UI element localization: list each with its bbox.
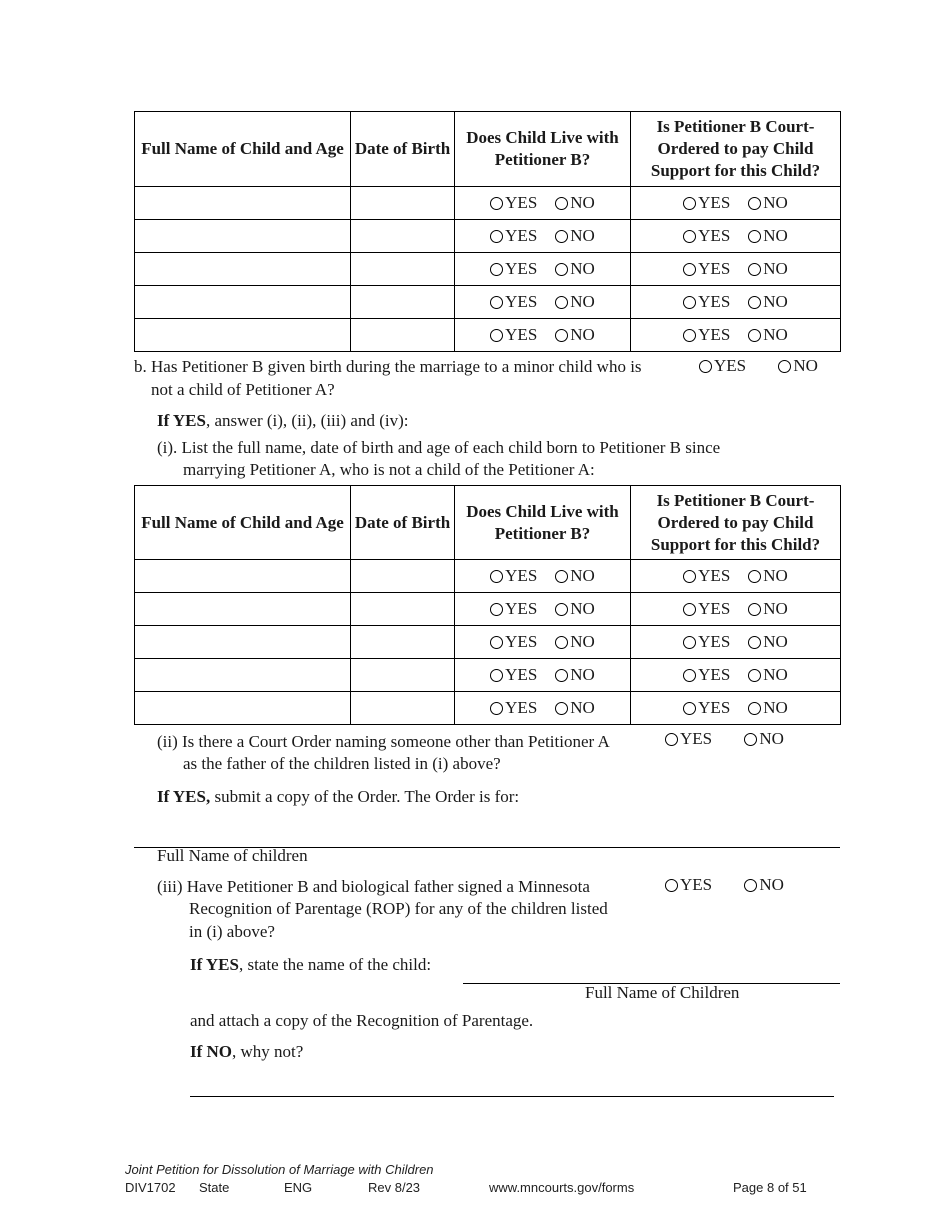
lives-with-yes-option[interactable]: YES xyxy=(490,665,537,685)
radio-icon[interactable] xyxy=(665,733,678,746)
radio-icon[interactable] xyxy=(555,636,568,649)
support-yes-option[interactable]: YES xyxy=(683,698,730,718)
support-no-option[interactable]: NO xyxy=(748,665,788,685)
support-yes-option[interactable]: YES xyxy=(683,566,730,586)
col-header-name: Full Name of Child and Age xyxy=(135,112,351,187)
radio-icon[interactable] xyxy=(683,329,696,342)
attach-rop-text: and attach a copy of the Recognition of Parentage. xyxy=(190,1011,534,1030)
lives-with-no-option[interactable]: NO xyxy=(555,226,595,246)
radio-icon[interactable] xyxy=(490,230,503,243)
lives-with-cell xyxy=(455,593,631,626)
lives-with-cell xyxy=(455,659,631,692)
lives-with-no-option[interactable]: NO xyxy=(555,325,595,345)
radio-icon[interactable] xyxy=(555,669,568,682)
item-ii-no-option[interactable]: NO xyxy=(744,729,784,749)
child-name-cell[interactable] xyxy=(135,659,351,692)
radio-icon[interactable] xyxy=(490,702,503,715)
support-no-option[interactable]: NO xyxy=(748,193,788,213)
radio-icon[interactable] xyxy=(555,603,568,616)
radio-icon[interactable] xyxy=(555,230,568,243)
radio-icon[interactable] xyxy=(490,329,503,342)
radio-icon[interactable] xyxy=(748,197,761,210)
item-ii-answer xyxy=(665,729,784,751)
table-row xyxy=(135,286,841,319)
support-yes-option[interactable]: YES xyxy=(683,259,730,279)
support-cell xyxy=(631,626,841,659)
radio-icon[interactable] xyxy=(778,360,791,373)
lives-with-cell xyxy=(455,319,631,352)
support-yes-option[interactable]: YES xyxy=(683,599,730,619)
question-b-answer xyxy=(699,356,818,378)
item-iii-line3: in (i) above? xyxy=(189,922,275,941)
item-i-line2: marrying Petitioner A, who is not a child of the Petitioner A: xyxy=(183,460,595,479)
support-cell xyxy=(631,253,841,286)
date-of-birth-cell[interactable] xyxy=(351,319,455,352)
support-no-option[interactable]: NO xyxy=(748,259,788,279)
radio-icon[interactable] xyxy=(490,636,503,649)
table-row xyxy=(135,187,841,220)
radio-icon[interactable] xyxy=(683,636,696,649)
radio-icon[interactable] xyxy=(748,230,761,243)
radio-icon[interactable] xyxy=(683,197,696,210)
children-table-1 xyxy=(134,111,841,352)
child-name-cell[interactable] xyxy=(135,692,351,725)
lives-with-cell xyxy=(455,253,631,286)
children-table-2 xyxy=(134,485,841,725)
radio-icon[interactable] xyxy=(748,702,761,715)
date-of-birth-cell[interactable] xyxy=(351,187,455,220)
radio-icon[interactable] xyxy=(683,296,696,309)
footer-lang: ENG xyxy=(284,1180,313,1195)
radio-icon[interactable] xyxy=(490,263,503,276)
radio-icon[interactable] xyxy=(683,230,696,243)
radio-icon[interactable] xyxy=(748,669,761,682)
lives-with-no-option[interactable]: NO xyxy=(555,665,595,685)
radio-icon[interactable] xyxy=(699,360,712,373)
child-name-cell[interactable] xyxy=(135,187,351,220)
footer-rev: Rev 8/23 xyxy=(368,1180,421,1195)
child-name-cell[interactable] xyxy=(135,319,351,352)
radio-icon[interactable] xyxy=(555,263,568,276)
support-cell xyxy=(631,560,841,593)
radio-icon[interactable] xyxy=(490,197,503,210)
col-header-support: Is Petitioner B Court-Ordered to pay Child Support for this Child? xyxy=(631,112,841,187)
radio-icon[interactable] xyxy=(555,702,568,715)
radio-icon[interactable] xyxy=(748,329,761,342)
date-of-birth-cell[interactable] xyxy=(351,626,455,659)
lives-with-yes-option[interactable]: YES xyxy=(490,193,537,213)
item-iii-line2: Recognition of Parentage (ROP) for any of the children listed xyxy=(189,899,608,918)
radio-icon[interactable] xyxy=(744,879,757,892)
lives-with-no-option[interactable]: NO xyxy=(555,259,595,279)
date-of-birth-cell[interactable] xyxy=(351,286,455,319)
radio-icon[interactable] xyxy=(748,296,761,309)
lives-with-cell xyxy=(455,286,631,319)
item-iii-answer xyxy=(665,875,784,897)
lives-with-yes-option[interactable]: YES xyxy=(490,325,537,345)
item-iii-if-no: If NO, why not? xyxy=(190,1042,304,1061)
support-yes-option[interactable]: YES xyxy=(683,226,730,246)
child-name-cell[interactable] xyxy=(135,286,351,319)
lives-with-yes-option[interactable]: YES xyxy=(490,566,537,586)
support-cell xyxy=(631,187,841,220)
col-header-dob: Date of Birth xyxy=(351,486,455,560)
radio-icon[interactable] xyxy=(748,603,761,616)
support-cell xyxy=(631,659,841,692)
radio-icon[interactable] xyxy=(683,702,696,715)
why-not-field[interactable] xyxy=(190,1096,834,1097)
footer-page: Page 8 of 51 xyxy=(733,1180,807,1195)
date-of-birth-cell[interactable] xyxy=(351,692,455,725)
lives-with-cell xyxy=(455,187,631,220)
lives-with-cell xyxy=(455,560,631,593)
radio-icon[interactable] xyxy=(683,603,696,616)
lives-with-no-option[interactable]: NO xyxy=(555,566,595,586)
lives-with-no-option[interactable]: NO xyxy=(555,599,595,619)
item-iii-if-yes: If YES, state the name of the child: xyxy=(190,955,432,974)
item-iii-line1: (iii) Have Petitioner B and biological father signed a Minnesota xyxy=(157,877,590,896)
radio-icon[interactable] xyxy=(683,263,696,276)
lives-with-yes-option[interactable]: YES xyxy=(490,698,537,718)
col-header-name: Full Name of Child and Age xyxy=(135,486,351,560)
col-header-dob: Date of Birth xyxy=(351,112,455,187)
radio-icon[interactable] xyxy=(555,296,568,309)
lives-with-yes-option[interactable]: YES xyxy=(490,599,537,619)
date-of-birth-cell[interactable] xyxy=(351,593,455,626)
question-b-line2: not a child of Petitioner A? xyxy=(151,380,335,399)
table-row xyxy=(135,220,841,253)
table-row xyxy=(135,659,841,692)
lives-with-cell xyxy=(455,220,631,253)
lives-with-yes-option[interactable]: YES xyxy=(490,292,537,312)
child-name-cell[interactable] xyxy=(135,626,351,659)
child-name-cell[interactable] xyxy=(135,220,351,253)
support-cell xyxy=(631,286,841,319)
radio-icon[interactable] xyxy=(555,197,568,210)
table-row xyxy=(135,593,841,626)
support-cell xyxy=(631,593,841,626)
item-iii-no-option[interactable]: NO xyxy=(744,875,784,895)
radio-icon[interactable] xyxy=(555,329,568,342)
radio-icon[interactable] xyxy=(490,296,503,309)
col-header-support: Is Petitioner B Court-Ordered to pay Child Support for this Child? xyxy=(631,486,841,560)
support-yes-option[interactable]: YES xyxy=(683,665,730,685)
radio-icon[interactable] xyxy=(490,603,503,616)
lives-with-yes-option[interactable]: YES xyxy=(490,226,537,246)
if-yes-instruction: If YES, answer (i), (ii), (iii) and (iv): xyxy=(157,411,409,430)
support-yes-option[interactable]: YES xyxy=(683,292,730,312)
item-ii-yes-option[interactable]: YES xyxy=(665,729,712,749)
support-yes-option[interactable]: YES xyxy=(683,325,730,345)
table-row xyxy=(135,319,841,352)
support-yes-option[interactable]: YES xyxy=(683,193,730,213)
support-cell xyxy=(631,319,841,352)
support-cell xyxy=(631,220,841,253)
support-no-option[interactable]: NO xyxy=(748,325,788,345)
footer-state: State xyxy=(199,1180,230,1195)
support-no-option[interactable]: NO xyxy=(748,599,788,619)
date-of-birth-cell[interactable] xyxy=(351,220,455,253)
support-yes-option[interactable]: YES xyxy=(683,632,730,652)
col-header-lives-with: Does Child Live with Petitioner B? xyxy=(455,486,631,560)
radio-icon[interactable] xyxy=(490,570,503,583)
date-of-birth-cell[interactable] xyxy=(351,253,455,286)
radio-icon[interactable] xyxy=(683,570,696,583)
footer-title: Joint Petition for Dissolution of Marriage with Children xyxy=(125,1162,434,1177)
question-b-yes-option[interactable]: YES xyxy=(699,356,746,376)
lives-with-yes-option[interactable]: YES xyxy=(490,259,537,279)
support-no-option[interactable]: NO xyxy=(748,566,788,586)
lives-with-no-option[interactable]: NO xyxy=(555,632,595,652)
radio-icon[interactable] xyxy=(683,669,696,682)
lives-with-cell xyxy=(455,692,631,725)
radio-icon[interactable] xyxy=(555,570,568,583)
radio-icon[interactable] xyxy=(490,669,503,682)
child-name-cell[interactable] xyxy=(135,593,351,626)
footer-url[interactable]: www.mncourts.gov/forms xyxy=(489,1180,635,1195)
table-row xyxy=(135,253,841,286)
lives-with-no-option[interactable]: NO xyxy=(555,292,595,312)
question-b-no-option[interactable]: NO xyxy=(778,356,818,376)
rop-child-name-label: Full Name of Children xyxy=(585,983,740,1002)
table-row xyxy=(135,560,841,593)
order-children-field-label: Full Name of children xyxy=(157,846,308,865)
support-no-option[interactable]: NO xyxy=(748,698,788,718)
lives-with-no-option[interactable]: NO xyxy=(555,193,595,213)
child-name-cell[interactable] xyxy=(135,253,351,286)
table-row xyxy=(135,626,841,659)
support-no-option[interactable]: NO xyxy=(748,292,788,312)
radio-icon[interactable] xyxy=(748,570,761,583)
item-ii-if-yes: If YES, submit a copy of the Order. The Order is for: xyxy=(157,787,520,806)
lives-with-cell xyxy=(455,626,631,659)
date-of-birth-cell[interactable] xyxy=(351,659,455,692)
col-header-lives-with: Does Child Live with Petitioner B? xyxy=(455,112,631,187)
footer-form-id: DIV1702 xyxy=(125,1180,176,1195)
radio-icon[interactable] xyxy=(748,636,761,649)
radio-icon[interactable] xyxy=(665,879,678,892)
item-ii-line2: as the father of the children listed in (i) above? xyxy=(183,754,501,773)
lives-with-yes-option[interactable]: YES xyxy=(490,632,537,652)
item-iii-yes-option[interactable]: YES xyxy=(665,875,712,895)
radio-icon[interactable] xyxy=(748,263,761,276)
lives-with-no-option[interactable]: NO xyxy=(555,698,595,718)
radio-icon[interactable] xyxy=(744,733,757,746)
question-b-line1: b. Has Petitioner B given birth during the marriage to a minor child who is xyxy=(134,357,642,376)
table-row xyxy=(135,692,841,725)
support-cell xyxy=(631,692,841,725)
support-no-option[interactable]: NO xyxy=(748,632,788,652)
item-ii-line1: (ii) Is there a Court Order naming someone other than Petitioner A xyxy=(157,732,610,751)
item-i-line1: (i). List the full name, date of birth and age of each child born to Petitioner B since xyxy=(157,438,721,457)
date-of-birth-cell[interactable] xyxy=(351,560,455,593)
support-no-option[interactable]: NO xyxy=(748,226,788,246)
child-name-cell[interactable] xyxy=(135,560,351,593)
